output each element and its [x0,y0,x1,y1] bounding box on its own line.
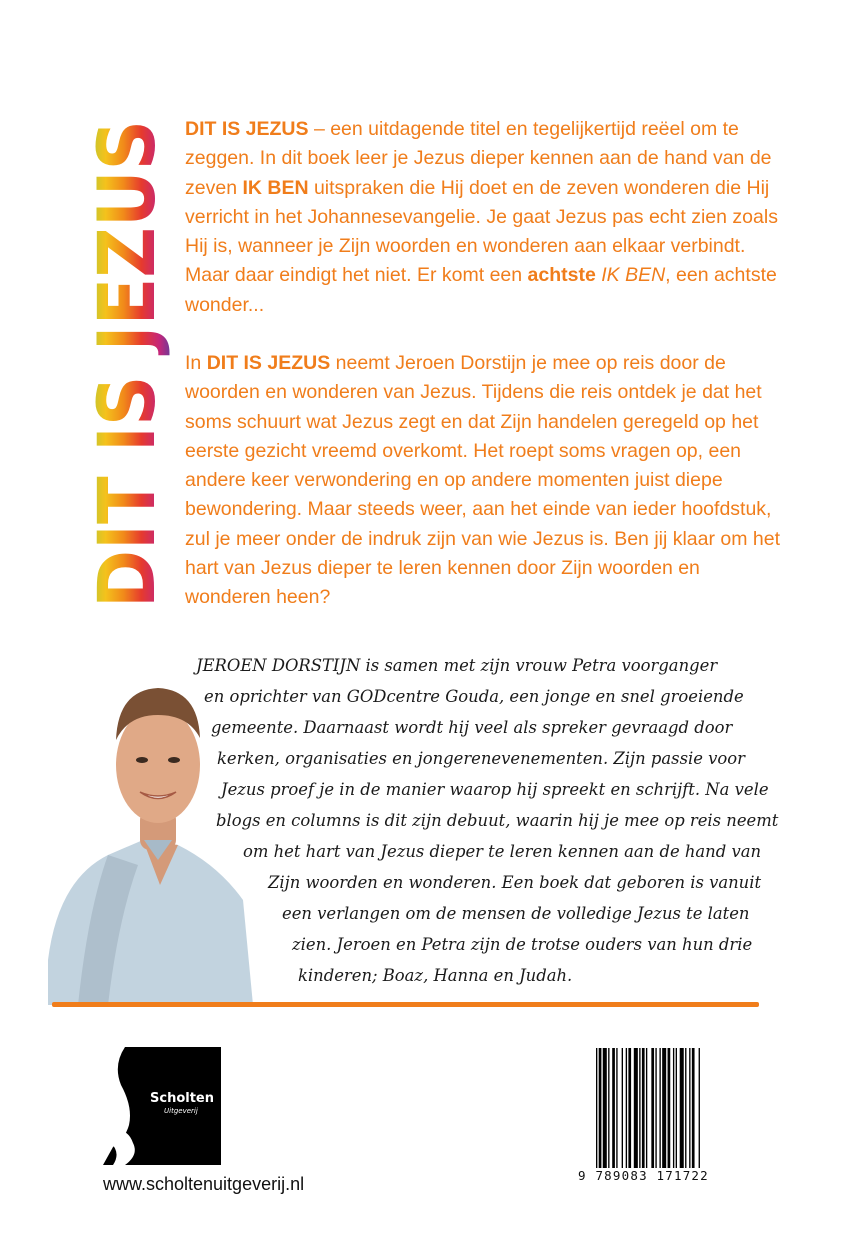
publisher-logo-sub: Uitgeverij [164,1107,198,1115]
bio-line: gemeente. Daarnaast wordt hij veel als spreker gevraagd door [211,718,733,737]
bio-line: kinderen; Boaz, Hanna en Judah. [298,966,573,985]
publisher-logo-name: Scholten [150,1091,214,1106]
bio-line: en oprichter van GODcentre Gouda, een jonge en snel groeiende [204,687,744,706]
bio-line: JEROEN DORSTIJN is samen met zijn vrouw Petra voorganger [196,656,718,675]
blurb-paragraph-1: DIT IS JEZUS – een uitdagende titel en tegelijkertijd reëel om te zeggen. In dit boek leer je Jezus dieper kennen aan de hand van de zeven IK BEN uitspraken die Hij doet en de zeven wonderen die Hij verricht in het Johannesevangelie. Je gaat Jezus pas echt zien zoals Hij is, wanneer je Zijn woorden en wonderen aan elkaar verbindt. Maar daar eindigt het niet. Er komt een achtste IK BEN, een achtste wonder... [185,118,778,316]
publisher-logo [103,1047,221,1165]
ik-ben-bold: IK BEN [242,176,309,199]
spine-title-text: DIT IS JEZUS [83,63,173,608]
book-title-bold: DIT IS JEZUS [185,118,309,140]
barcode [594,1048,750,1168]
bio-line: blogs en columns is dit zijn debuut, waarin hij je mee op reis neemt [216,811,779,830]
blurb-paragraph-2: In DIT IS JEZUS neemt Jeroen Dorstijn je mee op reis door de woorden en wonderen van Jezus. Tijdens die reis ontdek je dat het soms schuurt wat Jezus zegt en dat Zijn handelen geregeld op het eerste gezicht vreemd overkomt. Het roept soms vragen op, een andere keer verwondering en op andere momenten juist diepe bewondering. Maar steeds weer, aan het einde van ieder hoofdstuk, zul je meer onder de indruk zijn van wie Jezus is. Ben jij klaar om het hart van Jezus dieper te leren kennen door Zijn woorden en wonderen heen? [185,352,781,609]
bio-line: zien. Jeroen en Petra zijn de trotse ouders van hun drie [292,935,753,954]
ik-ben-italic: IK BEN [595,264,666,287]
isbn-number: 9 789083 171722 [578,1168,709,1183]
bio-line: Zijn woorden en wonderen. Een boek dat geboren is vanuit [268,873,762,892]
bio-line: een verlangen om de mensen de volledige Jezus te laten [282,904,750,923]
vertical-book-title [83,63,173,608]
bio-line: kerken, organisaties en jongerenevenementen. Zijn passie voor [217,749,745,768]
author-bio [0,656,856,985]
achtste-bold: achtste [527,264,596,287]
orange-divider [52,1002,759,1007]
publisher-url: www.scholtenuitgeverij.nl [103,1174,305,1194]
book-title-bold: DIT IS JEZUS [206,352,331,374]
bio-line: Jezus proef je in de manier waarop hij spreekt en schrijft. Na vele [221,780,769,799]
bio-line: om het hart van Jezus dieper te leren kennen aan de hand van [243,842,762,861]
